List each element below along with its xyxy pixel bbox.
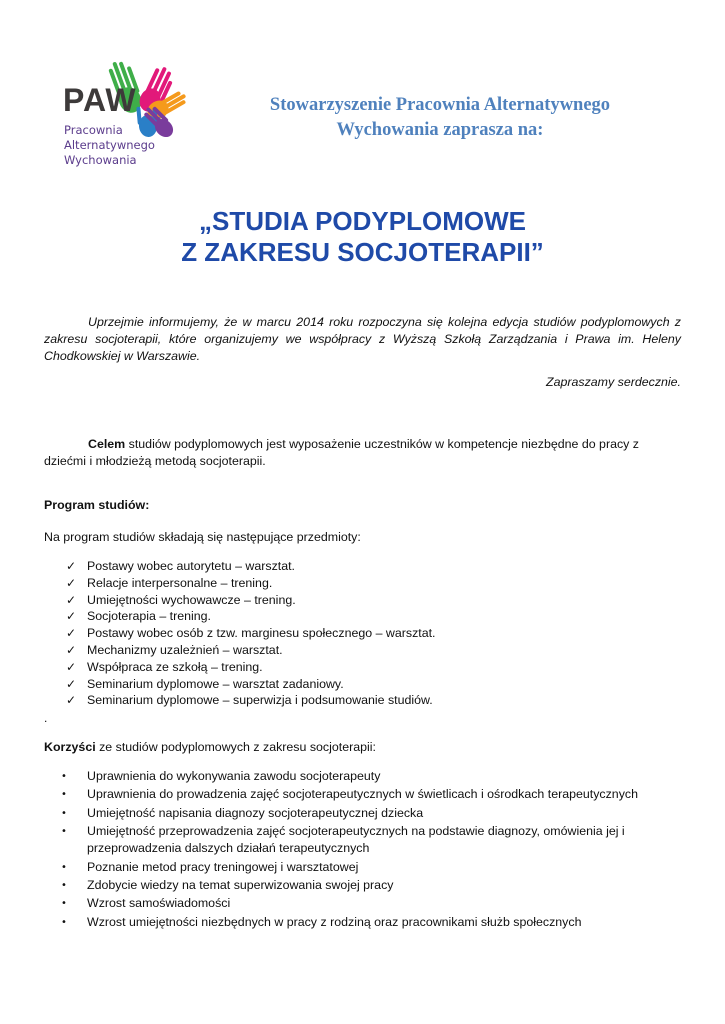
list-item	[44, 768, 684, 785]
list-item-text: Umiejętność przeprowadzenia zajęć socjoterapeutycznych na podstawie diagnozy, omówienia jej i przeprowadzenia dalszych działań terapeutycznych	[87, 824, 625, 856]
org-header-line: Wychowania zaprasza na:	[336, 120, 544, 140]
title-line: Z ZAKRESU SOCJOTERAPII”	[181, 237, 544, 267]
bullet-icon: •	[61, 879, 67, 891]
bullet-icon: •	[61, 771, 67, 782]
list-item	[44, 592, 684, 609]
page-title	[60, 206, 665, 268]
list-item	[44, 575, 684, 592]
list-item	[44, 859, 684, 876]
program-list	[44, 558, 684, 709]
list-item-text: Mechanizmy uzależnień – warsztat.	[87, 642, 283, 657]
checkmark-icon: ✓	[66, 642, 77, 657]
org-header-line: Stowarzyszenie Pracownia Alternatywnego	[269, 95, 611, 115]
list-item-text: Relacje interpersonalne – trening.	[87, 575, 273, 590]
intro-paragraph: Uprzejmie informujemy, że w marcu 2014 roku rozpoczyna się kolejna edycja studiów podyplomowych z zakresu socjoterapii, które organizujemy we współpracy z Wyższą Szkołą Zarządzania i Prawa im. Heleny Chodkowskiej w Warszawie.	[44, 315, 681, 363]
list-item-text: Uprawnienia do wykonywania zawodu socjoterapeuty	[87, 769, 381, 783]
logo-name-line: Pracownia	[64, 123, 123, 137]
list-item	[44, 895, 684, 912]
list-item	[44, 692, 684, 709]
program-heading: Program studiów:	[44, 498, 150, 512]
goal-text: studiów podyplomowych jest wyposażenie uczestników w kompetencje niezbędne do pracy z dziećmi i młodzieżą metodą socjoterapii.	[44, 437, 639, 468]
list-item	[44, 642, 684, 659]
list-item-text: Umiejętność napisania diagnozy socjoterapeutycznej dziecka	[87, 805, 424, 820]
logo-name-line: Wychowania	[64, 153, 137, 167]
list-item-text: Socjoterapia – trening.	[87, 609, 211, 624]
list-item-text: Umiejętności wychowawcze – trening.	[87, 592, 296, 607]
bullet-icon: •	[61, 789, 67, 801]
list-item	[44, 659, 684, 676]
bullet-icon: •	[61, 861, 67, 873]
stray-dot: .	[44, 711, 48, 725]
goal-bold-word: Celem	[88, 437, 126, 451]
benefits-heading-text: ze studiów podyplomowych z zakresu socjoterapii:	[95, 740, 376, 754]
list-item-text: Seminarium dyplomowe – superwizja i podsumowanie studiów.	[87, 693, 433, 708]
list-item-text: Postawy wobec osób z tzw. marginesu społecznego – warsztat.	[87, 626, 436, 641]
list-item	[44, 805, 684, 822]
list-item-text: Współpraca ze szkołą – trening.	[87, 659, 263, 674]
checkmark-icon: ✓	[66, 676, 77, 691]
list-item-text: Zdobycie wiedzy na temat superwizowania swojej pracy	[87, 877, 394, 892]
paw-logo	[58, 42, 188, 182]
title-line: „STUDIA PODYPLOMOWE	[199, 206, 526, 236]
checkmark-icon: ✓	[66, 609, 77, 624]
list-item	[44, 786, 684, 803]
checkmark-icon: ✓	[66, 659, 77, 674]
logo-acronym: PAW	[63, 82, 137, 118]
bullet-icon: •	[61, 916, 67, 928]
bullet-icon: •	[61, 898, 67, 910]
program-intro: Na program studiów składają się następujące przedmioty:	[44, 530, 361, 544]
checkmark-icon: ✓	[66, 693, 77, 708]
list-item	[44, 877, 684, 894]
list-item	[44, 625, 684, 642]
list-item	[44, 914, 684, 931]
benefits-bold-word: Korzyści	[44, 740, 96, 754]
list-item-text: Wzrost umiejętności niezbędnych w pracy z rodziną oraz pracownikami służb społecznych	[87, 914, 582, 929]
bullet-icon: •	[61, 826, 67, 838]
list-item-text: Uprawnienia do prowadzenia zajęć socjoterapeutycznych w świetlicach i ośrodkach terapeutycznych	[87, 787, 638, 802]
organization-header	[205, 93, 675, 143]
bullet-icon: •	[61, 807, 67, 819]
checkmark-icon: ✓	[66, 626, 77, 641]
checkmark-icon: ✓	[66, 592, 77, 607]
list-item	[44, 676, 684, 693]
logo-name-line: Alternatywnego	[64, 138, 155, 152]
closing-line: Zapraszamy serdecznie.	[546, 375, 681, 389]
checkmark-icon: ✓	[66, 575, 77, 590]
list-item-text: Poznanie metod pracy treningowej i warsztatowej	[87, 859, 359, 874]
list-item-text: Postawy wobec autorytetu – warsztat.	[87, 559, 295, 573]
benefits-heading	[44, 740, 376, 754]
list-item-text: Wzrost samoświadomości	[87, 896, 231, 911]
list-item	[44, 558, 684, 575]
list-item	[44, 608, 684, 625]
goal-paragraph	[44, 436, 681, 470]
benefits-list	[44, 768, 684, 932]
list-item-text: Seminarium dyplomowe – warsztat zadaniowy.	[87, 676, 344, 691]
logo-name	[64, 123, 155, 168]
checkmark-icon: ✓	[66, 559, 77, 573]
list-item	[44, 823, 684, 857]
